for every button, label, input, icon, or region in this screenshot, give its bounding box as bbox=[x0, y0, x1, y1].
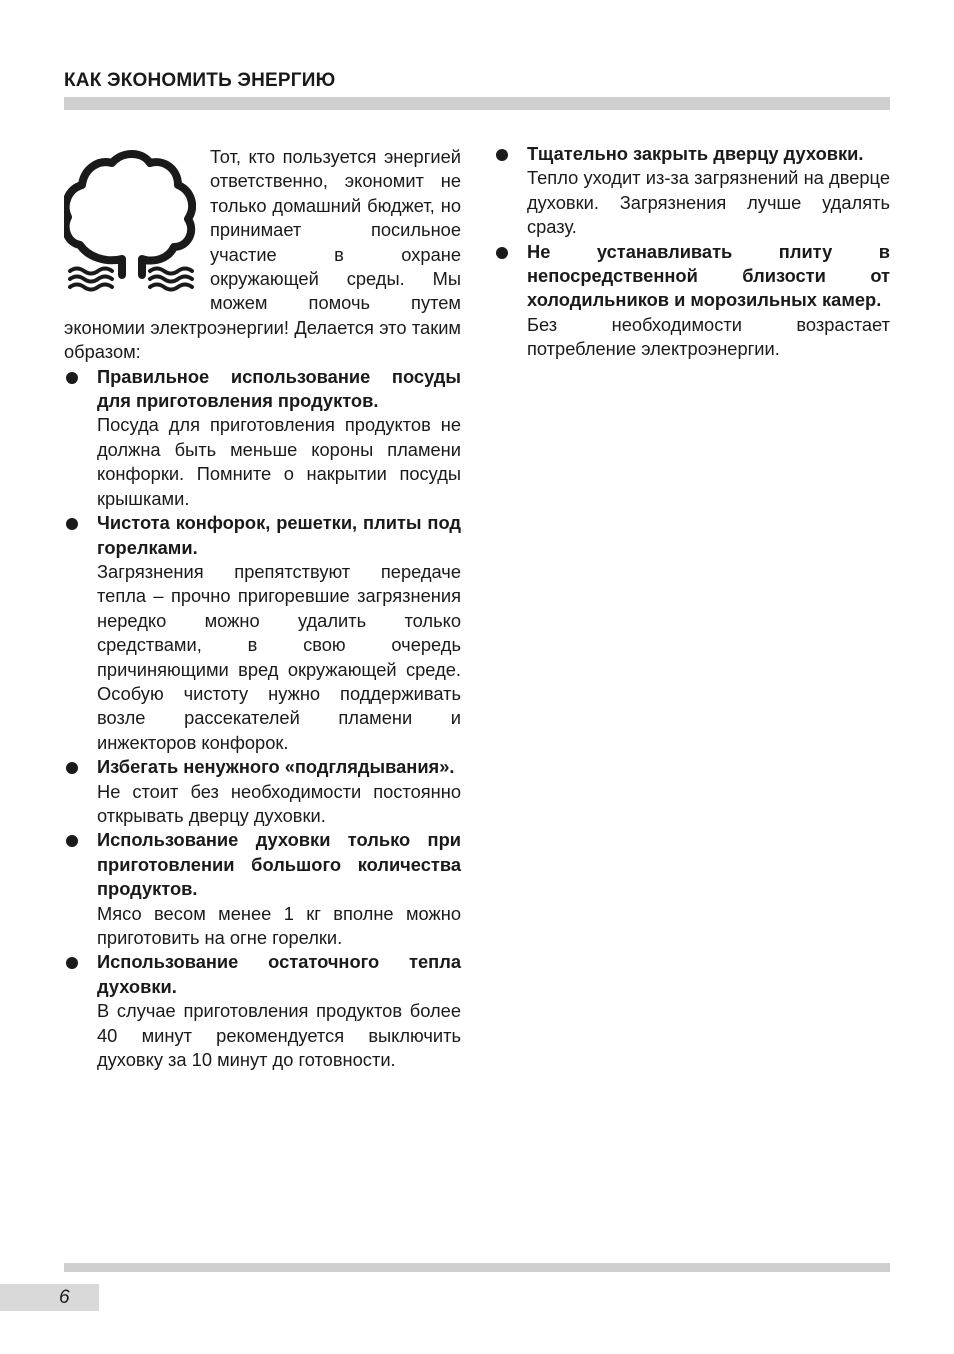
item-text: Без необходимости возрастает потребление электроэнергии. bbox=[527, 313, 890, 360]
item-text: Мясо весом менее 1 кг вполне можно приготовить на огне горелки. bbox=[97, 902, 461, 948]
item-heading: Правильное использование посуды для приготовления продуктов. bbox=[97, 365, 461, 412]
left-column bbox=[64, 145, 461, 1072]
item-heading: Использование духовки только при приготовлении большого количества продуктов. bbox=[97, 829, 461, 900]
page-title: КАК ЭКОНОМИТЬ ЭНЕРГИЮ bbox=[64, 70, 336, 91]
list-item bbox=[494, 142, 890, 240]
page-number: 6 bbox=[59, 1287, 70, 1308]
page-number-box bbox=[0, 1284, 99, 1311]
eco-tree-icon bbox=[64, 147, 196, 297]
intro-text: Тот, кто пользуется энергией ответственно, экономит не только домашний бюджет, но принимает посильное участие в охране окружающей среды. Мы можем помочь путем экономии электроэнергии! Делается это таким образом: bbox=[64, 146, 461, 363]
item-heading: Избегать ненужного «подглядывания». bbox=[97, 756, 455, 778]
bullet-icon bbox=[66, 518, 78, 530]
list-item bbox=[494, 240, 890, 362]
bullet-icon bbox=[496, 149, 508, 161]
item-text: Посуда для приготовления продуктов не должна быть меньше короны пламени конфорки. Помните о накрытии посуды крышками. bbox=[97, 414, 461, 509]
bullet-icon bbox=[66, 957, 78, 969]
list-item bbox=[64, 365, 461, 511]
item-heading: Не устанавливать плиту в непосредственной близости от холодильников и морозильных камер. bbox=[527, 240, 890, 311]
list-item bbox=[64, 950, 461, 1072]
header-divider bbox=[64, 97, 890, 110]
item-text: В случае приготовления продуктов более 40 минут рекомендуется выключить духовку за 10 минут до готовности. bbox=[97, 1000, 461, 1071]
bullet-icon bbox=[66, 835, 78, 847]
bullet-icon bbox=[66, 762, 78, 774]
item-text: Тепло уходит из-за загрязнений на дверце духовки. Загрязнения лучше удалять сразу. bbox=[527, 167, 890, 238]
item-text: Не стоит без необходимости постоянно открывать дверцу духовки. bbox=[97, 780, 461, 826]
list-item bbox=[64, 755, 461, 828]
right-column bbox=[494, 142, 890, 362]
footer-divider bbox=[64, 1263, 890, 1272]
item-text: Загрязнения препятствуют передаче тепла – прочно пригоревшие загрязнения нередко можно удалить только средствами, в свою очередь причиняющими вред окружающей среде. Особую чистоту нужно поддерживать возле рассекателей пламени и инжекторов конфорок. bbox=[97, 560, 461, 753]
list-item bbox=[64, 511, 461, 755]
bullet-icon bbox=[496, 247, 508, 259]
list-item bbox=[64, 828, 461, 950]
item-heading: Использование остаточного тепла духовки. bbox=[97, 951, 461, 997]
item-heading: Тщательно закрыть дверцу духовки. bbox=[527, 143, 864, 164]
bullet-icon bbox=[66, 372, 78, 384]
item-heading: Чистота конфорок, решетки, плиты под горелками. bbox=[97, 512, 461, 558]
intro-block bbox=[64, 145, 461, 365]
